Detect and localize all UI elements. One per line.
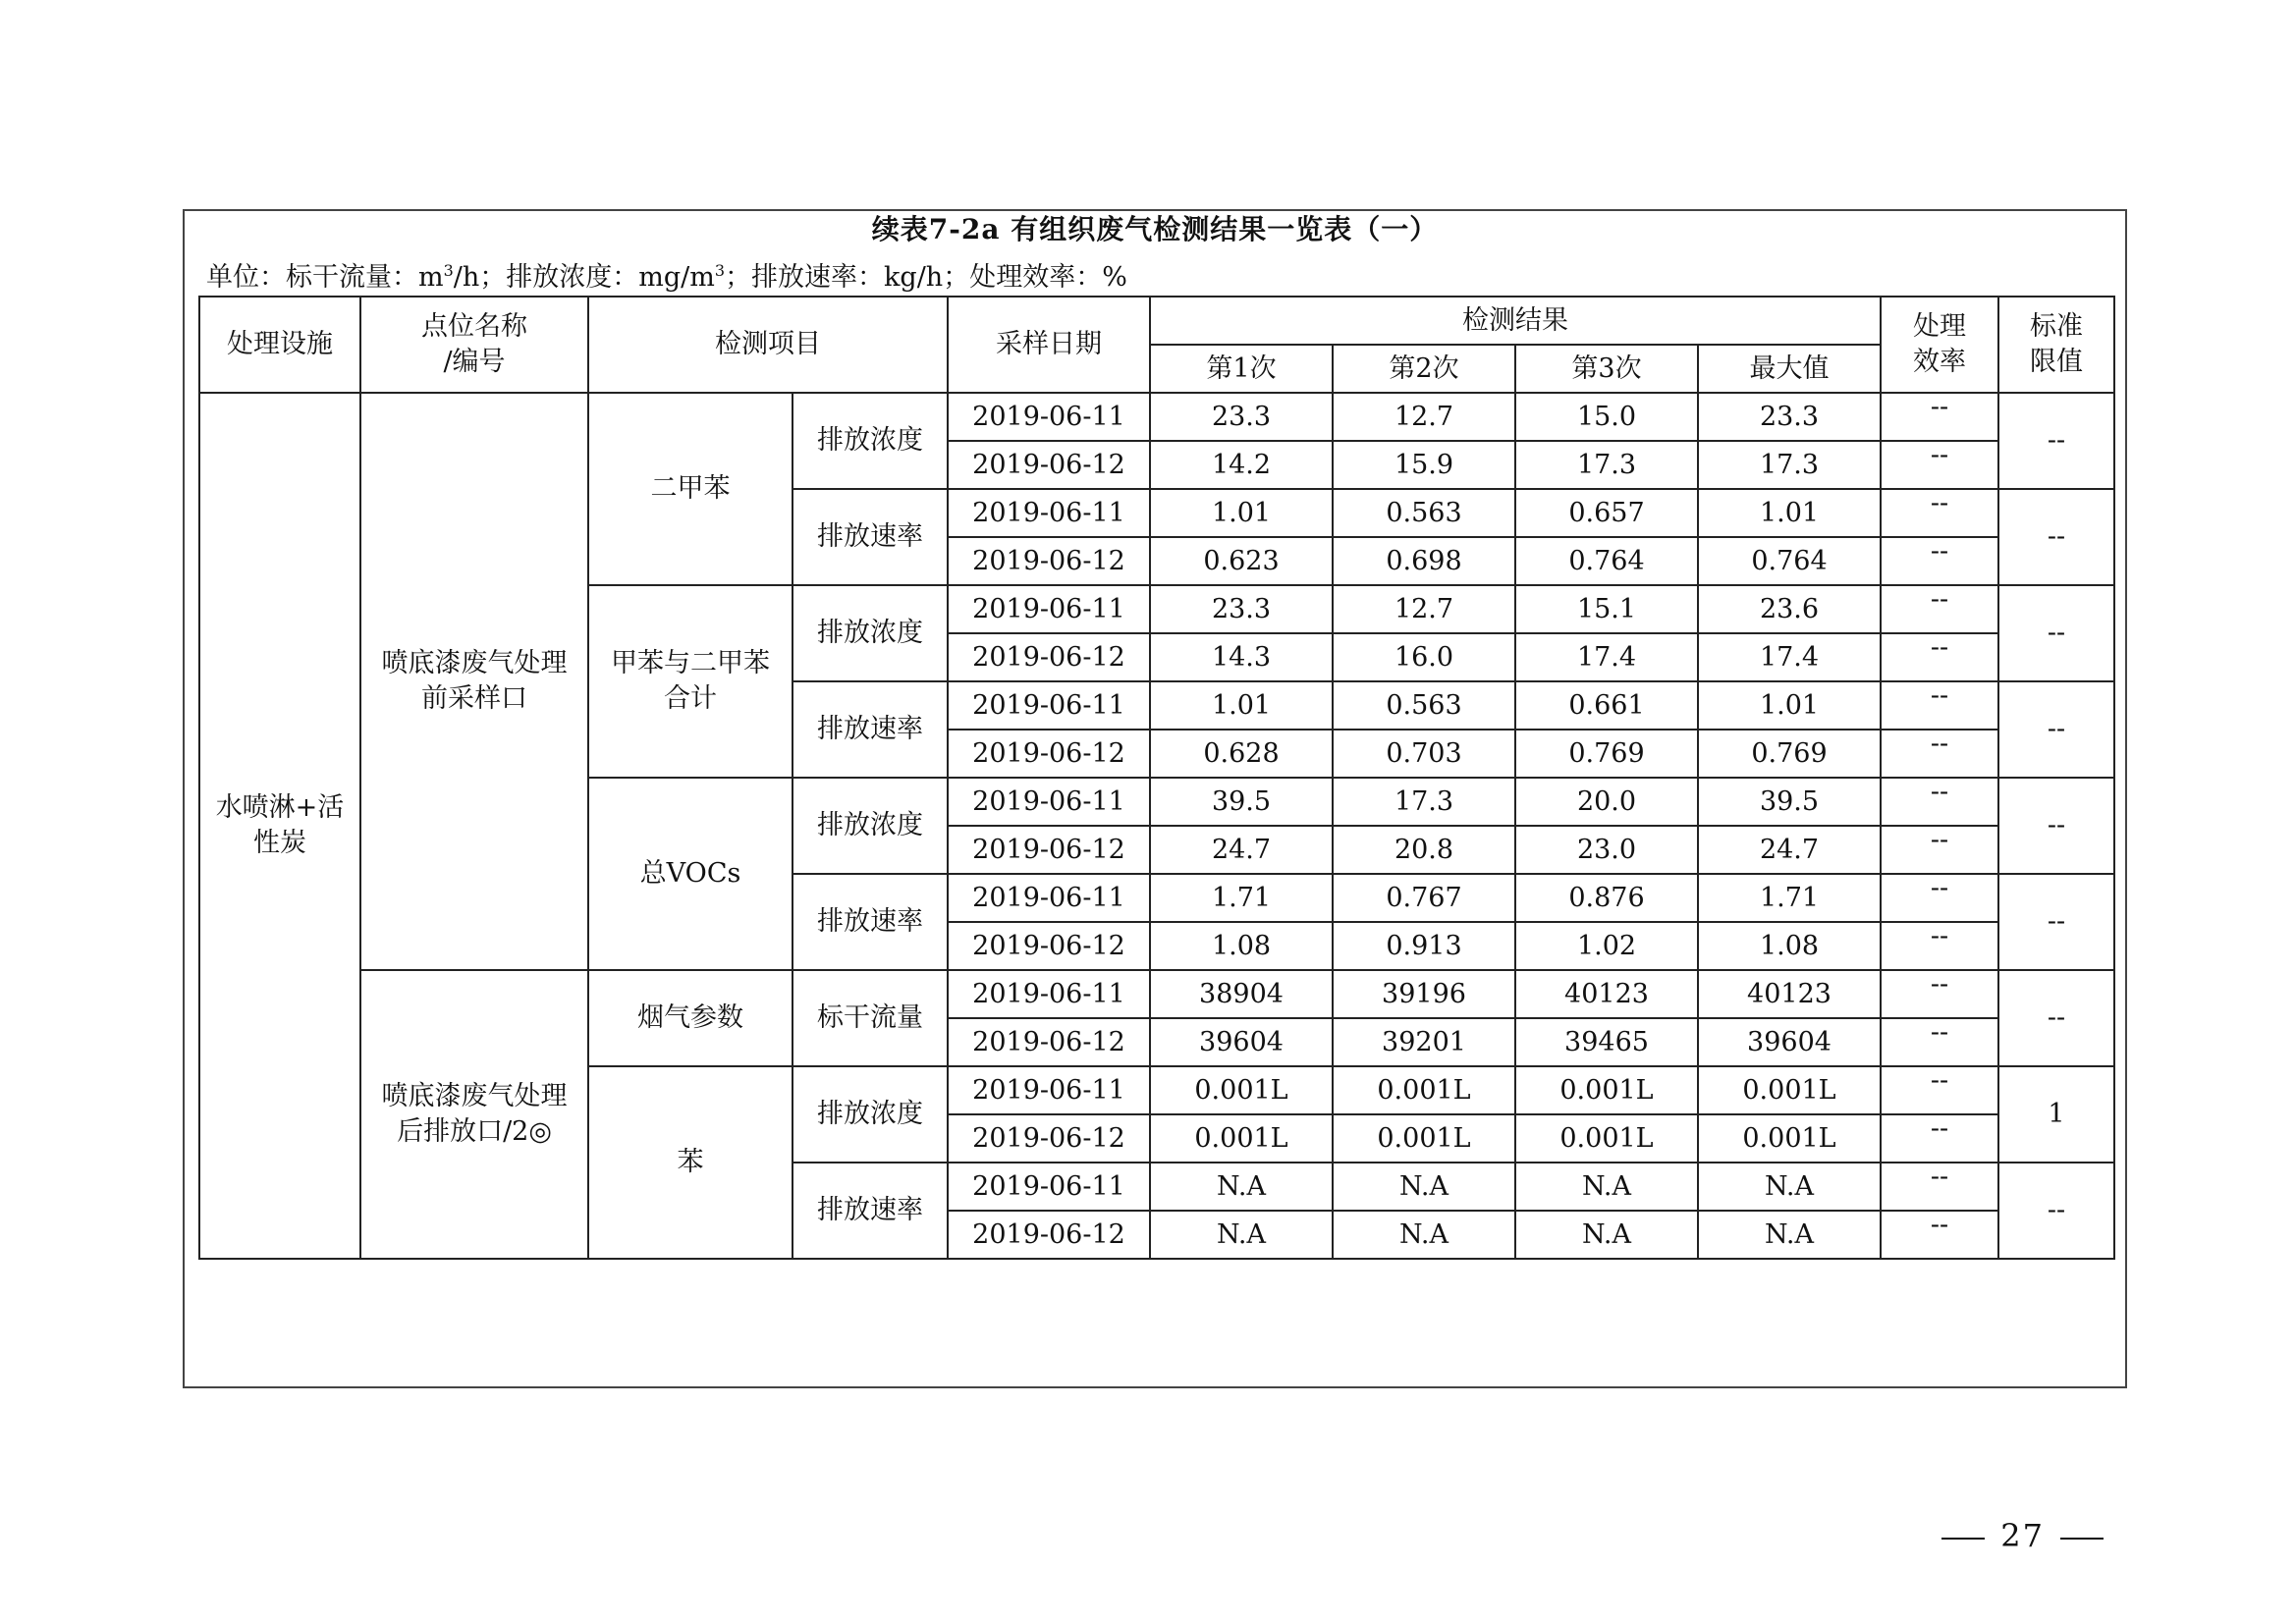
efficiency-value: --: [1930, 679, 1949, 711]
efficiency-cell: [1881, 778, 1998, 826]
efficiency-cell: [1881, 1114, 1998, 1163]
point-before-line-1: 喷底漆废气处理: [381, 648, 568, 678]
metric-flow: 标干流量: [793, 970, 948, 1066]
date-cell: 2019-06-11: [948, 489, 1150, 537]
efficiency-value: --: [1930, 439, 1949, 470]
limit-cell: --: [1998, 585, 2114, 681]
max-cell: 39604: [1698, 1018, 1881, 1066]
run1-cell: 23.3: [1150, 585, 1333, 633]
efficiency-cell: [1881, 826, 1998, 874]
run1-cell: 39604: [1150, 1018, 1333, 1066]
metric-conc: 排放浓度: [793, 778, 948, 874]
header-results: 检测结果: [1150, 297, 1881, 345]
run2-cell: 12.7: [1333, 393, 1515, 441]
efficiency-cell: [1881, 970, 1998, 1018]
date-cell: 2019-06-12: [948, 1018, 1150, 1066]
units-prefix: 单位：标干流量：m: [206, 262, 444, 293]
date-cell: 2019-06-12: [948, 537, 1150, 585]
run2-cell: 0.001L: [1333, 1066, 1515, 1114]
max-cell: 23.3: [1698, 393, 1881, 441]
max-cell: N.A: [1698, 1163, 1881, 1211]
run1-cell: 38904: [1150, 970, 1333, 1018]
efficiency-value: --: [1930, 920, 1949, 951]
pollutant-benzene: 苯: [588, 1066, 793, 1259]
pollutant-xylene: 二甲苯: [588, 393, 793, 585]
max-cell: 1.08: [1698, 922, 1881, 970]
date-cell: 2019-06-11: [948, 1163, 1150, 1211]
max-cell: 23.6: [1698, 585, 1881, 633]
limit-cell: 1: [1998, 1066, 2114, 1163]
run1-cell: 1.71: [1150, 874, 1333, 922]
run2-cell: 15.9: [1333, 441, 1515, 489]
run1-cell: 14.2: [1150, 441, 1333, 489]
max-cell: 1.71: [1698, 874, 1881, 922]
pollutant-flue-gas: 烟气参数: [588, 970, 793, 1066]
date-cell: 2019-06-11: [948, 681, 1150, 730]
limit-cell: --: [1998, 778, 2114, 874]
efficiency-value: --: [1930, 1016, 1949, 1048]
metric-rate: 排放速率: [793, 681, 948, 778]
efficiency-cell: [1881, 874, 1998, 922]
run3-cell: 1.02: [1515, 922, 1698, 970]
run3-cell: 39465: [1515, 1018, 1698, 1066]
max-cell: 17.3: [1698, 441, 1881, 489]
max-cell: 1.01: [1698, 489, 1881, 537]
run2-cell: 0.698: [1333, 537, 1515, 585]
pollutant-toluene-xylene-line-1: 甲苯与二甲苯: [611, 648, 770, 678]
page-number: [1926, 1517, 2119, 1554]
max-cell: 39.5: [1698, 778, 1881, 826]
header-run-1: 第1次: [1150, 345, 1333, 393]
run3-cell: 0.764: [1515, 537, 1698, 585]
max-cell: 17.4: [1698, 633, 1881, 681]
efficiency-cell: [1881, 633, 1998, 681]
header-run-2: 第2次: [1333, 345, 1515, 393]
metric-rate: 排放速率: [793, 874, 948, 970]
date-cell: 2019-06-11: [948, 874, 1150, 922]
run3-cell: 17.3: [1515, 441, 1698, 489]
run1-cell: 23.3: [1150, 393, 1333, 441]
run2-cell: 0.913: [1333, 922, 1515, 970]
point-after-line-1: 喷底漆废气处理: [381, 1081, 568, 1111]
efficiency-value: --: [1930, 776, 1949, 807]
run2-cell: 0.703: [1333, 730, 1515, 778]
date-cell: 2019-06-12: [948, 441, 1150, 489]
date-cell: 2019-06-11: [948, 778, 1150, 826]
efficiency-cell: [1881, 585, 1998, 633]
table-title: 续表7-2a 有组织废气检测结果一览表（一）: [871, 213, 1439, 245]
date-cell: 2019-06-12: [948, 633, 1150, 681]
pollutant-toluene-xylene-line-2: 合计: [664, 683, 717, 714]
max-cell: 24.7: [1698, 826, 1881, 874]
point-cell-after: [360, 970, 588, 1259]
units-sup-2: 3: [714, 261, 726, 280]
header-limit-line-2: 限值: [2030, 347, 2083, 377]
run2-cell: 39201: [1333, 1018, 1515, 1066]
run2-cell: 12.7: [1333, 585, 1515, 633]
efficiency-cell: [1881, 537, 1998, 585]
run3-cell: 0.661: [1515, 681, 1698, 730]
run1-cell: 0.623: [1150, 537, 1333, 585]
run3-cell: 0.657: [1515, 489, 1698, 537]
efficiency-cell: [1881, 1018, 1998, 1066]
run2-cell: 0.001L: [1333, 1114, 1515, 1163]
efficiency-value: --: [1930, 1161, 1949, 1192]
limit-cell: --: [1998, 1163, 2114, 1259]
limit-cell: --: [1998, 970, 2114, 1066]
limit-cell: --: [1998, 874, 2114, 970]
max-cell: 0.769: [1698, 730, 1881, 778]
efficiency-cell: [1881, 1163, 1998, 1211]
date-cell: 2019-06-12: [948, 1211, 1150, 1259]
run1-cell: 0.001L: [1150, 1114, 1333, 1163]
date-cell: 2019-06-12: [948, 1114, 1150, 1163]
efficiency-value: --: [1930, 1209, 1949, 1240]
limit-cell: --: [1998, 489, 2114, 585]
metric-conc: 排放浓度: [793, 1066, 948, 1163]
run1-cell: 0.001L: [1150, 1066, 1333, 1114]
run1-cell: 1.08: [1150, 922, 1333, 970]
max-cell: 0.001L: [1698, 1066, 1881, 1114]
efficiency-cell: [1881, 393, 1998, 441]
header-date: 采样日期: [948, 297, 1150, 393]
efficiency-cell: [1881, 1066, 1998, 1114]
run2-cell: 20.8: [1333, 826, 1515, 874]
run2-cell: 0.563: [1333, 681, 1515, 730]
run3-cell: 15.0: [1515, 393, 1698, 441]
units-sup-1: 3: [443, 261, 454, 280]
units-mid: /h；排放浓度：mg/m: [453, 262, 715, 293]
header-max: 最大值: [1698, 345, 1881, 393]
limit-cell: --: [1998, 393, 2114, 489]
efficiency-value: --: [1930, 872, 1949, 903]
run3-cell: N.A: [1515, 1163, 1698, 1211]
efficiency-value: --: [1930, 487, 1949, 518]
page-number-value: 27: [2000, 1517, 2045, 1554]
metric-conc: 排放浓度: [793, 585, 948, 681]
date-cell: 2019-06-11: [948, 1066, 1150, 1114]
units-line: [206, 251, 1127, 298]
run2-cell: 39196: [1333, 970, 1515, 1018]
header-limit-line-1: 标准: [2030, 311, 2083, 342]
run3-cell: 0.876: [1515, 874, 1698, 922]
max-cell: 0.001L: [1698, 1114, 1881, 1163]
header-efficiency: [1881, 297, 1998, 393]
run1-cell: 24.7: [1150, 826, 1333, 874]
run3-cell: 0.001L: [1515, 1114, 1698, 1163]
header-point-name: 点位名称: [421, 311, 527, 342]
point-cell-before: [360, 393, 588, 970]
units-rest: ；排放速率：kg/h；处理效率：%: [725, 262, 1127, 293]
efficiency-value: --: [1930, 824, 1949, 855]
header-efficiency-line-2: 效率: [1913, 347, 1966, 377]
header-point-code: /编号: [443, 347, 506, 377]
max-cell: N.A: [1698, 1211, 1881, 1259]
point-after-line-2: 后排放口/2◎: [397, 1116, 552, 1147]
run1-cell: 1.01: [1150, 489, 1333, 537]
max-cell: 40123: [1698, 970, 1881, 1018]
date-cell: 2019-06-12: [948, 922, 1150, 970]
header-facility: 处理设施: [199, 297, 360, 393]
metric-rate: 排放速率: [793, 489, 948, 585]
run2-cell: N.A: [1333, 1211, 1515, 1259]
run3-cell: 23.0: [1515, 826, 1698, 874]
run3-cell: 0.769: [1515, 730, 1698, 778]
run1-cell: N.A: [1150, 1163, 1333, 1211]
run1-cell: N.A: [1150, 1211, 1333, 1259]
run1-cell: 39.5: [1150, 778, 1333, 826]
max-cell: 1.01: [1698, 681, 1881, 730]
run3-cell: N.A: [1515, 1211, 1698, 1259]
run3-cell: 15.1: [1515, 585, 1698, 633]
run2-cell: 17.3: [1333, 778, 1515, 826]
efficiency-cell: [1881, 730, 1998, 778]
header-limit: [1998, 297, 2114, 393]
run1-cell: 14.3: [1150, 633, 1333, 681]
efficiency-value: --: [1930, 535, 1949, 567]
table-row: [199, 970, 2114, 1018]
date-cell: 2019-06-11: [948, 970, 1150, 1018]
results-table: [198, 296, 2115, 1260]
efficiency-value: --: [1930, 968, 1949, 1000]
header-item: 检测项目: [588, 297, 948, 393]
date-cell: 2019-06-12: [948, 730, 1150, 778]
run2-cell: 0.767: [1333, 874, 1515, 922]
facility-cell: [199, 393, 360, 1259]
efficiency-cell: [1881, 489, 1998, 537]
metric-rate: 排放速率: [793, 1163, 948, 1259]
facility-line-2: 性炭: [253, 828, 306, 858]
efficiency-value: --: [1930, 631, 1949, 663]
point-before-line-2: 前采样口: [421, 683, 527, 714]
date-cell: 2019-06-11: [948, 393, 1150, 441]
efficiency-value: --: [1930, 391, 1949, 422]
page-number-dash-right: [2060, 1538, 2104, 1540]
run3-cell: 20.0: [1515, 778, 1698, 826]
efficiency-value: --: [1930, 1064, 1949, 1096]
header-efficiency-line-1: 处理: [1913, 311, 1966, 342]
date-cell: 2019-06-12: [948, 826, 1150, 874]
run3-cell: 0.001L: [1515, 1066, 1698, 1114]
metric-conc: 排放浓度: [793, 393, 948, 489]
run2-cell: N.A: [1333, 1163, 1515, 1211]
run2-cell: 0.563: [1333, 489, 1515, 537]
efficiency-cell: [1881, 1211, 1998, 1259]
table-row: [199, 393, 2114, 441]
run3-cell: 17.4: [1515, 633, 1698, 681]
run3-cell: 40123: [1515, 970, 1698, 1018]
facility-line-1: 水喷淋+活: [215, 792, 345, 823]
efficiency-value: --: [1930, 583, 1949, 615]
run2-cell: 16.0: [1333, 633, 1515, 681]
efficiency-cell: [1881, 441, 1998, 489]
pollutant-toluene-xylene: [588, 585, 793, 778]
efficiency-cell: [1881, 922, 1998, 970]
efficiency-value: --: [1930, 1112, 1949, 1144]
max-cell: 0.764: [1698, 537, 1881, 585]
run1-cell: 0.628: [1150, 730, 1333, 778]
header-run-3: 第3次: [1515, 345, 1698, 393]
efficiency-cell: [1881, 681, 1998, 730]
date-cell: 2019-06-11: [948, 585, 1150, 633]
run1-cell: 1.01: [1150, 681, 1333, 730]
efficiency-value: --: [1930, 728, 1949, 759]
page-number-dash-left: [1941, 1538, 1985, 1540]
limit-cell: --: [1998, 681, 2114, 778]
header-point: [360, 297, 588, 393]
pollutant-total-vocs: 总VOCs: [588, 778, 793, 970]
header-row-1: [199, 297, 2114, 345]
